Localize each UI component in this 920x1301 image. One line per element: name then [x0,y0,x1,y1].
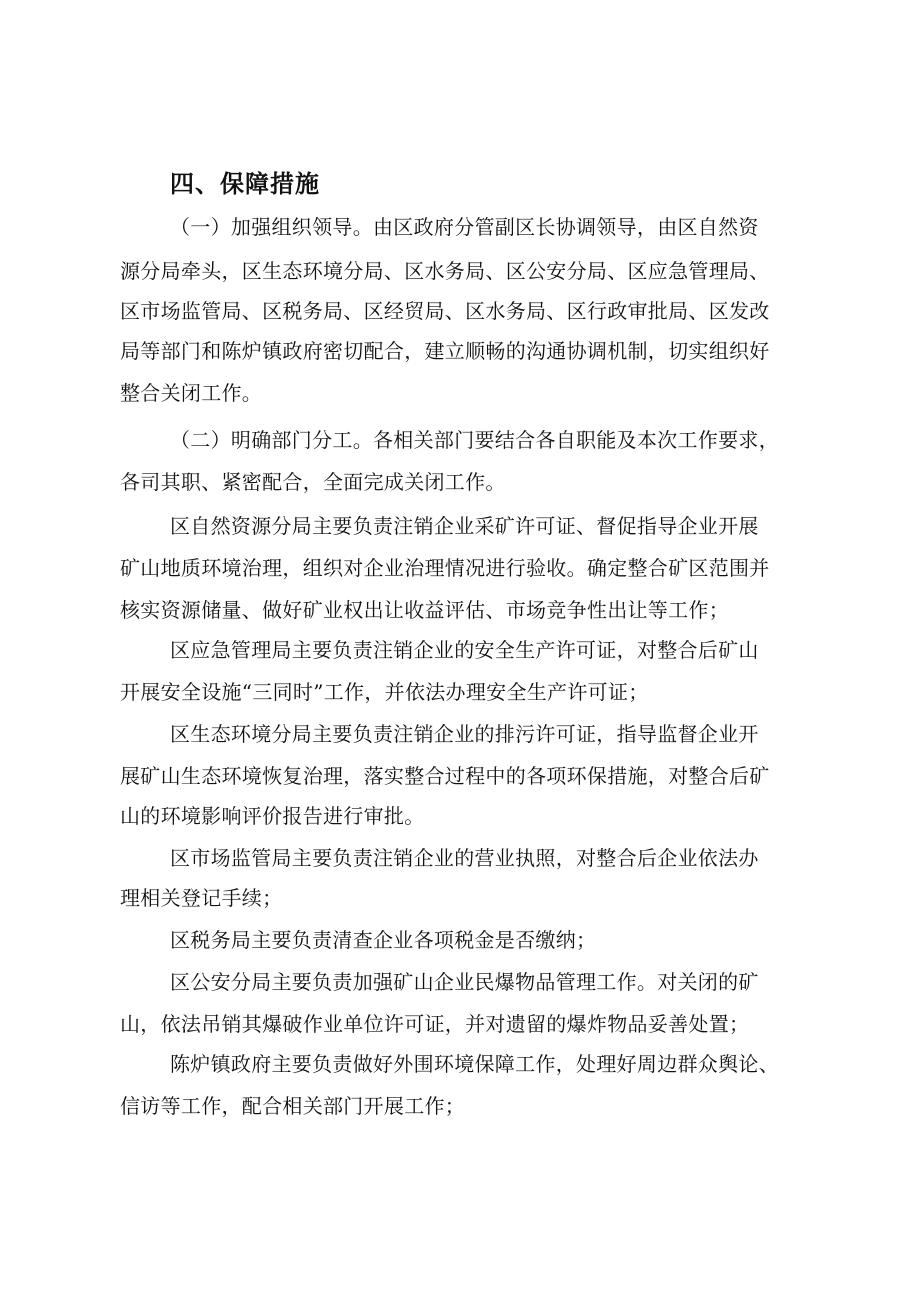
paragraph-line: 区自然资源分局主要负责注销企业采矿许可证、督促指导企业开展 [170,514,759,538]
paragraph-line: 区税务局主要负责清查企业各项税金是否缴纳； [170,928,597,952]
paragraph-line: 整合关闭工作。 [120,381,263,405]
paragraph-line: （二）明确部门分工。各相关部门要结合各自职能及本次工作要求， [170,428,779,452]
paragraph-line: 区应急管理局主要负责注销企业的安全生产许可证，对整合后矿山 [170,638,759,662]
section-heading: 四、保障措施 [170,170,320,198]
paragraph-line: 区市场监管局主要负责注销企业的营业执照，对整合后企业依法办 [170,846,759,870]
paragraph-line: 理相关登记手续； [120,886,283,910]
paragraph-line: （一）加强组织领导。由区政府分管副区长协调领导，由区自然资 [170,215,759,239]
paragraph-line: 局等部门和陈炉镇政府密切配合，建立顺畅的沟通协调机制，切实组织好 [120,339,770,363]
paragraph-line: 信访等工作，配合相关部门开展工作； [120,1094,466,1118]
paragraph-line: 陈炉镇政府主要负责做好外围环境保障工作，处理好周边群众舆论、 [170,1052,779,1076]
paragraph-line: 开展安全设施“三同时”工作，并依法办理安全生产许可证； [120,680,649,704]
paragraph-line: 源分局牵头，区生态环境分局、区水务局、区公安分局、区应急管理局、 [120,259,770,283]
paragraph-line: 区市场监管局、区税务局、区经贸局、区水务局、区行政审批局、区发改 [120,299,770,323]
paragraph-line: 山的环境影响评价报告进行审批。 [120,804,425,828]
paragraph-line: 矿山地质环境治理，组织对企业治理情况进行验收。确定整合矿区范围并 [120,556,770,580]
paragraph-line: 展矿山生态环境恢复治理，落实整合过程中的各项环保措施，对整合后矿 [120,764,770,788]
paragraph-line: 区生态环境分局主要负责注销企业的排污许可证，指导监督企业开 [170,722,759,746]
paragraph-line: 区公安分局主要负责加强矿山企业民爆物品管理工作。对关闭的矿 [170,970,759,994]
paragraph-line: 核实资源储量、做好矿业权出让收益评估、市场竞争性出让等工作； [120,598,729,622]
paragraph-line: 山，依法吊销其爆破作业单位许可证，并对遗留的爆炸物品妥善处置； [120,1012,750,1036]
paragraph-line: 各司其职、紧密配合，全面完成关闭工作。 [120,470,506,494]
